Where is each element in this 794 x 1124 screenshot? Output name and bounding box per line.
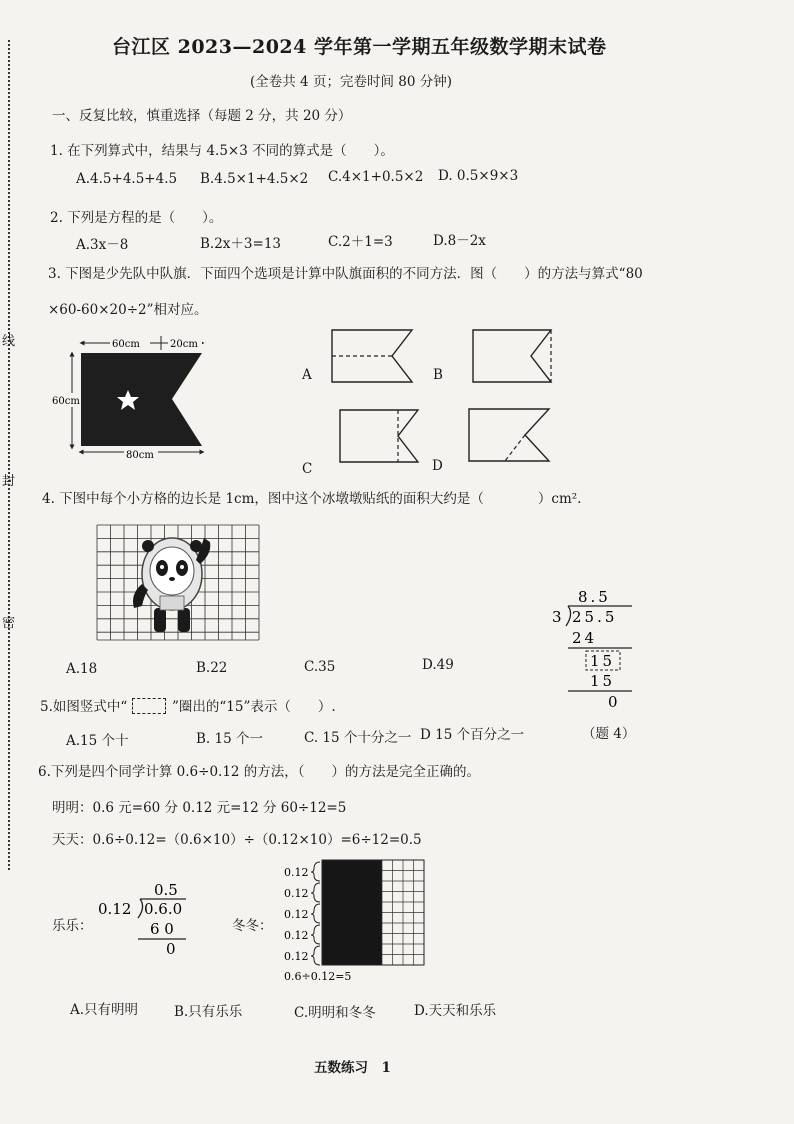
lele-division-figure: [98, 878, 194, 960]
q4-option-c: C.35: [304, 659, 336, 675]
lele-quotient: 0.5: [154, 881, 178, 899]
page-subtitle: (全卷共 4 页；完卷时间 80 分钟): [250, 74, 452, 90]
q5-option-b: B. 15 个一: [196, 731, 263, 747]
division-caption: （题 4）: [582, 726, 636, 742]
binding-char-xian: 线: [2, 334, 16, 349]
q1-option-d: D. 0.5×9×3: [438, 168, 519, 184]
q6-lele-label: 乐乐：: [52, 918, 93, 934]
q2-option-a: A.3x－8: [76, 237, 129, 253]
division-quotient: 8.5: [578, 588, 611, 606]
q6-mingming: 明明：0.6 元=60 分 0.12 元=12 分 60÷12=5: [52, 800, 347, 816]
dongdong-result: 0.6÷0.12=5: [284, 970, 352, 983]
q3-option-c-figure: [338, 408, 422, 466]
q6-tiantian: 天天：0.6÷0.12=（0.6×10）÷（0.12×10）=6÷12=0.5: [52, 832, 422, 848]
dongdong-row-2: 0.12: [284, 887, 309, 900]
division-dividend: 25.5: [572, 608, 618, 626]
q4-grid-figure: [96, 524, 262, 642]
q1-option-c: C.4×1+0.5×2: [328, 169, 424, 185]
q1-option-b: B.4.5×1+4.5×2: [200, 171, 309, 187]
page-footer: 五数练习 1: [314, 1060, 391, 1076]
lele-step: 6 0: [150, 920, 174, 938]
q3-line1: 3. 下图是少先队中队旗．下面四个选项是计算中队旗面积的不同方法．图（ ）的方法与算式“80: [48, 266, 643, 282]
division-divisor: 3: [552, 608, 562, 626]
q3-option-b-label: B: [433, 367, 443, 383]
page-title: 台江区 2023—2024 学年第一学期五年级数学期末试卷: [112, 36, 607, 58]
lele-remainder: 0: [166, 940, 176, 958]
dongdong-row-4: 0.12: [284, 929, 309, 942]
q5-stem-pre: 5.如图竖式中“: [40, 699, 128, 715]
q4-option-b: B.22: [196, 660, 228, 676]
dongdong-row-3: 0.12: [284, 908, 309, 921]
q6-option-b: B.只有乐乐: [174, 1004, 243, 1020]
q2-option-d: D.8－2x: [433, 233, 486, 249]
q3-option-a-figure: [330, 328, 416, 386]
section-heading: 一、反复比较，慎重选择（每题 2 分，共 20 分）: [52, 108, 352, 124]
q3-option-c-label: C: [302, 461, 313, 477]
q6-option-c: C.明明和冬冬: [294, 1005, 376, 1021]
q1-option-a: A.4.5+4.5+4.5: [76, 171, 178, 187]
binding-char-feng: 封: [2, 474, 16, 489]
dongdong-grid-figure: [282, 858, 432, 986]
flag-figure: [48, 330, 218, 465]
q4-stem: 4. 下图中每个小方格的边长是 1cm，图中这个冰墩墩贴纸的面积大约是（ ）cm².: [42, 491, 582, 507]
q1-stem: 1. 在下列算式中，结果与 4.5×3 不同的算式是（ ）。: [50, 143, 394, 159]
q2-option-b: B.2x＋3=13: [200, 236, 281, 252]
flag-dim-top-left: 60cm: [112, 339, 140, 350]
q6-dongdong-label: 冬冬：: [232, 918, 273, 934]
q3-option-a-label: A: [302, 367, 312, 383]
flag-dim-left: 60cm: [52, 396, 80, 407]
long-division-figure: [548, 582, 638, 712]
q3-option-b-figure: [471, 328, 555, 386]
q5-dashed-box-icon: [132, 698, 166, 714]
q4-option-d: D.49: [422, 657, 454, 673]
division-step3: 15: [590, 672, 616, 690]
binding-char-mi: 密: [2, 616, 16, 631]
division-step2: 15: [590, 652, 616, 670]
q5-option-c: C. 15 个十分之一: [304, 730, 412, 746]
q2-stem: 2. 下列是方程的是（ ）。: [50, 210, 223, 226]
q5-stem-post: ”圈出的“15”表示（ ）.: [172, 699, 336, 715]
q6-option-a: A.只有明明: [70, 1002, 139, 1018]
flag-dim-bottom: 80cm: [126, 450, 154, 461]
division-remainder: 0: [608, 693, 618, 711]
dongdong-row-1: 0.12: [284, 866, 309, 879]
q3-option-d-figure: [467, 407, 553, 465]
q3-line2: ×60-60×20÷2”相对应。: [48, 302, 208, 318]
dongdong-row-5: 0.12: [284, 950, 309, 963]
lele-dividend: 0.6.0: [144, 900, 183, 918]
flag-dim-top-right: 20cm: [170, 339, 198, 350]
binding-dotted-line: [8, 40, 10, 870]
q6-stem: 6.下列是四个同学计算 0.6÷0.12 的方法，（ ）的方法是完全正确的。: [38, 764, 481, 780]
q6-option-d: D.天天和乐乐: [414, 1003, 497, 1019]
q3-option-d-label: D: [432, 458, 443, 474]
lele-divisor: 0.12: [98, 900, 132, 918]
division-step1: 24: [572, 629, 598, 647]
q5-option-a: A.15 个十: [66, 733, 129, 749]
q2-option-c: C.2＋1=3: [328, 234, 393, 250]
q4-option-a: A.18: [66, 661, 98, 677]
flag-shape: [81, 353, 202, 446]
q5-option-d: D 15 个百分之一: [420, 727, 525, 743]
